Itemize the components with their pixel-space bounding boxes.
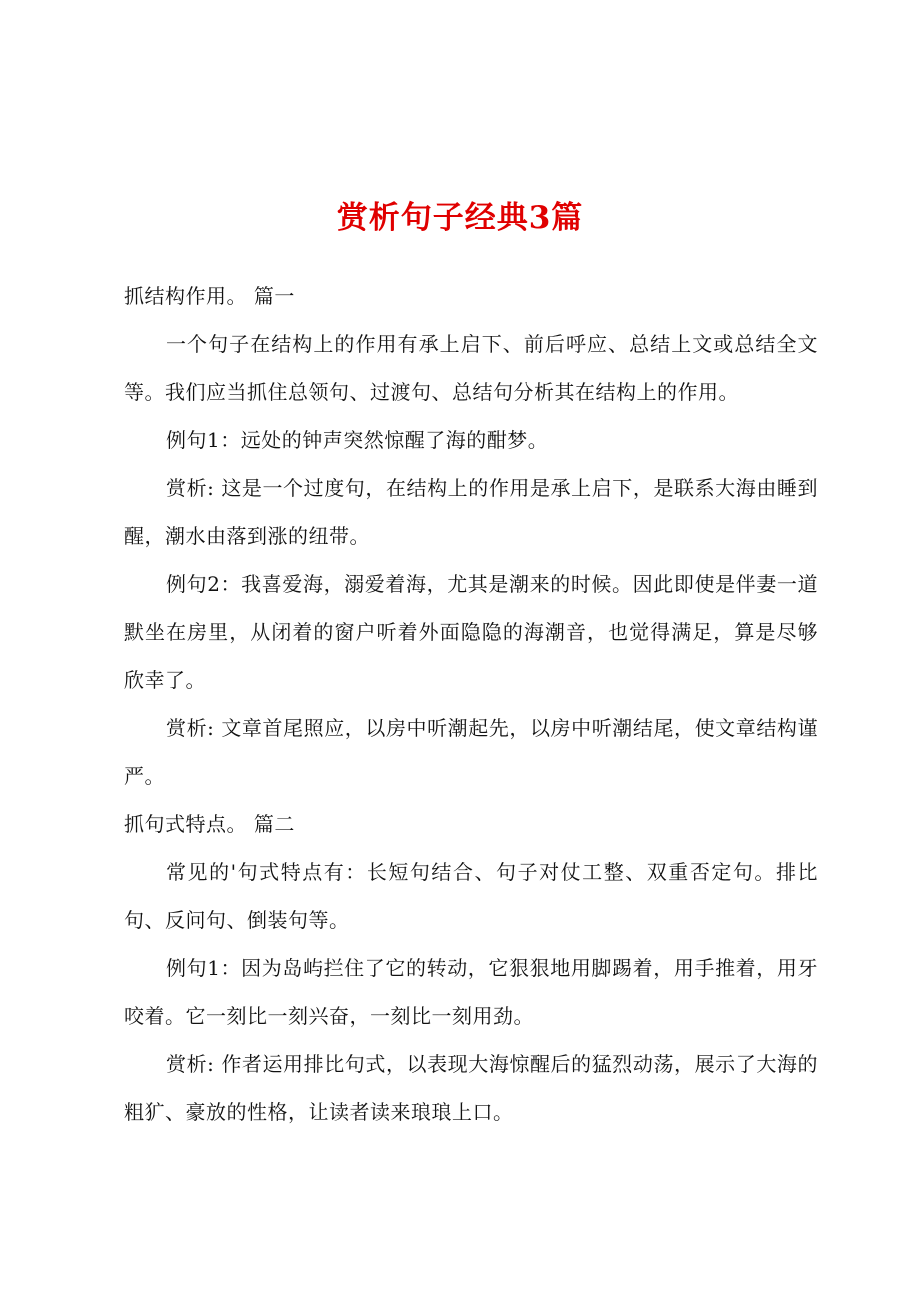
section-heading: 抓句式特点。 篇二 bbox=[124, 812, 295, 836]
paragraph: 常见的'句式特点有：长短句结合、句子对仗工整、双重否定句。排比句、反问句、倒装句等。 bbox=[124, 860, 818, 932]
paragraph: 例句1：远处的钟声突然惊醒了海的酣梦。 bbox=[166, 428, 549, 452]
paragraph: 赏析: 这是一个过度句，在结构上的作用是承上启下，是联系大海由睡到醒，潮水由落到涨的纽带。 bbox=[124, 476, 818, 548]
paragraph: 一个句子在结构上的作用有承上启下、前后呼应、总结上文或总结全文等。我们应当抓住总领句、过渡句、总结句分析其在结构上的作用。 bbox=[124, 332, 818, 404]
paragraph: 例句1：因为岛屿拦住了它的转动，它狠狠地用脚踢着，用手推着，用牙咬着。它一刻比一刻兴奋，一刻比一刻用劲。 bbox=[124, 956, 818, 1028]
page-title: 赏析句子经典3篇 bbox=[336, 200, 584, 236]
section-heading: 抓结构作用。 篇一 bbox=[124, 284, 295, 308]
paragraph: 赏析: 文章首尾照应，以房中听潮起先，以房中听潮结尾，使文章结构谨严。 bbox=[124, 716, 818, 788]
paragraph: 例句2：我喜爱海，溺爱着海，尤其是潮来的时候。因此即使是伴妻一道默坐在房里，从闭着的窗户听着外面隐隐的海潮音，也觉得满足，算是尽够欣幸了。 bbox=[124, 572, 818, 692]
document-body bbox=[124, 272, 818, 1136]
paragraph: 赏析: 作者运用排比句式，以表现大海惊醒后的猛烈动荡，展示了大海的粗犷、豪放的性格，让读者读来琅琅上口。 bbox=[124, 1052, 818, 1124]
